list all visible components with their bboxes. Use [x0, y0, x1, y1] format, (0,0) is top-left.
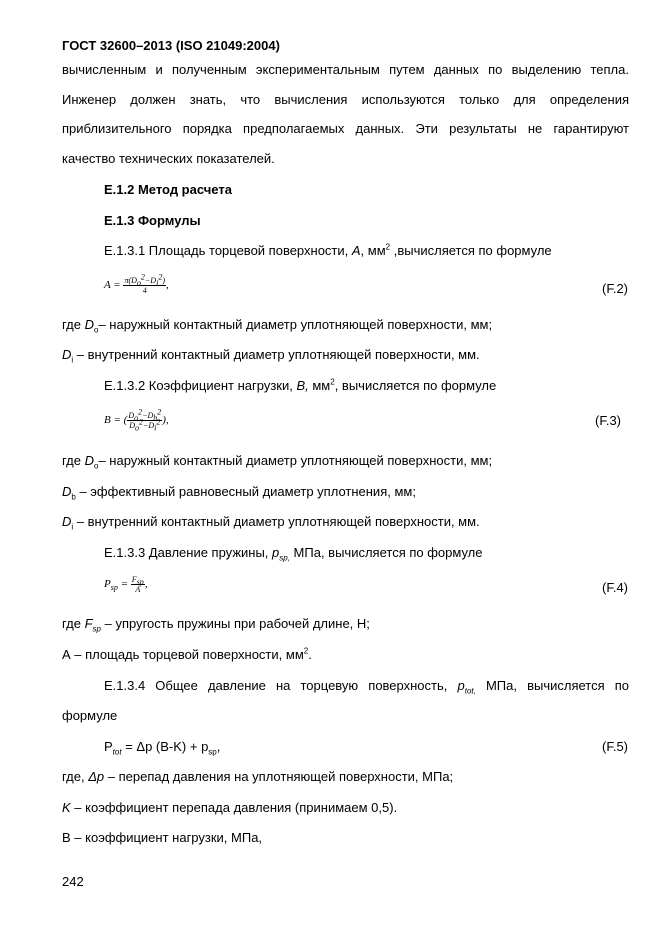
intro-line-1: вычисленным и полученным экспериментальным путем данных по выделению тепла.: [62, 62, 629, 77]
e1-where-1: где $D_o-$ наружный контактный диаметр уплотняющей поверхности, мм;: [62, 317, 493, 335]
e2-intro: Е.1.3.2 Коэффициент нагрузки, B, $мм^2$, вычисляется по формуле: [104, 377, 497, 393]
document-header: ГОСТ 32600–2013 (ISO 21049:2004): [62, 38, 280, 53]
formula-f5: $P_{tot} = \Delta p$ $(B-K) + p_{sp}$,: [104, 739, 221, 757]
e1-intro: Е.1.3.1 Площадь торцевой поверхности, A, $мм^2$ ,вычисляется по формуле: [104, 242, 552, 258]
e2-where-1: где $D_o-$ наружный контактный диаметр уплотняющей поверхности, мм;: [62, 453, 493, 471]
e4-where-1: где, Δp – перепад давления на уплотняющей поверхности, МПа;: [62, 769, 454, 784]
page-number: 242: [62, 874, 84, 889]
e4-intro-line-2: формуле: [62, 708, 118, 723]
section-heading-e13: Е.1.3 Формулы: [104, 213, 201, 228]
e4-intro: Е.1.3.4 Общее давление на торцевую поверхность, $p_{tot,}$ МПа, вычисляется по: [104, 678, 629, 696]
e2-where-2: $D_b$ – эффективный равновесный диаметр уплотнения, мм;: [62, 484, 416, 502]
e2-where-3: $D_i$ – внутренний контактный диаметр уплотняющей поверхности, мм.: [62, 514, 480, 532]
e1-where-2: $D_i$ – внутренний контактный диаметр уплотняющей поверхности, мм.: [62, 347, 480, 365]
e3-where-1: где $F_{sp}$ – упругость пружины при рабочей длине, Н;: [62, 616, 370, 634]
e4-where-3: В – коэффициент нагрузки, МПа,: [62, 830, 263, 845]
intro-line-3: приблизительного порядка предполагаемых данных. Эти результаты не гарантируют: [62, 121, 629, 136]
e3-intro: Е.1.3.3 Давление пружины, $p_{sp,}$ МПа, вычисляется по формуле: [104, 545, 483, 563]
formula-f2: A = $\frac{\pi(D_o^2-D_i^2)}{4}$ ,: [104, 272, 169, 295]
intro-line-4: качество технических показателей.: [62, 151, 275, 166]
e3-where-2: А – площадь торцевой поверхности, $мм^2$.: [62, 646, 312, 662]
intro-line-2: Инженер должен знать, что вычисления используются только для определения: [62, 92, 629, 107]
section-heading-e12: Е.1.2 Метод расчета: [104, 182, 232, 197]
formula-f5-label: (F.5): [602, 739, 628, 754]
e4-where-2: K – коэффициент перепада давления (принимаем 0,5).: [62, 800, 398, 815]
formula-f3: B = ( $\frac{D_o^2-D_b^2}{D_o^2-D_i^2}$ ),: [104, 407, 169, 433]
formula-f2-label: (F.2): [602, 281, 628, 296]
formula-f4-label: (F.4): [602, 580, 628, 595]
formula-f3-label: (F.3): [595, 413, 621, 428]
formula-f4: $P_{sp}$ = $\frac{F_{sp}}{A}$ ,: [104, 575, 148, 594]
